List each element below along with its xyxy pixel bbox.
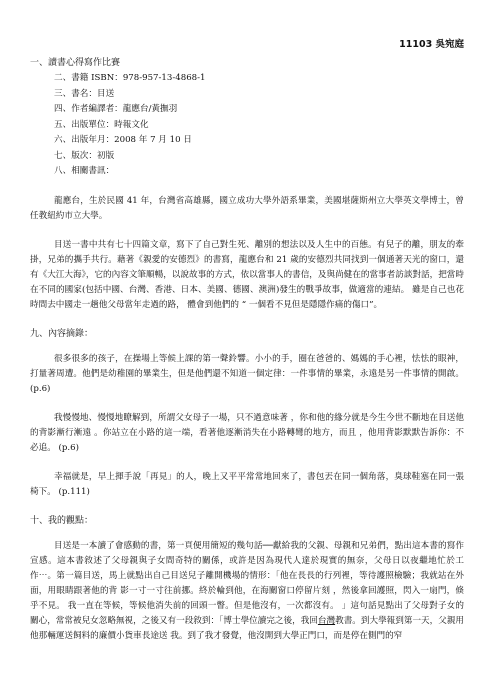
opinion-text-underlined: 台灣 bbox=[317, 615, 336, 626]
section-title-contest: 一、讀書心得寫作比賽 bbox=[30, 58, 121, 68]
section-title-opinion: 十、我的觀點： bbox=[30, 515, 94, 526]
meta-publish-date: 六、出版年月：2008 年 7 月 10 日 bbox=[54, 135, 192, 145]
meta-book-info-heading: 八、相關書訊： bbox=[54, 166, 115, 176]
author-bio-paragraph: 龍應台，生於民國 41 年，台灣省高雄縣，國立成功大學外語系畢業，美國堪薩斯州立大學英文學博士，曾任教紐約市立大學。 bbox=[30, 195, 464, 221]
meta-title: 三、書名：目送 bbox=[54, 88, 115, 99]
book-summary-paragraph: 目送一書中共有七十四篇文章，寫下了自己對生死、離別的想法以及人生中的百態。有兒子的離，朋友的牽掛，兄弟的攜手共行。藉著《親愛的安德烈》的書寫，龍應台和 21 歲的安德烈共同找到一個通著天光的窗口，還有《大江大海》，它的內容文筆順暢，以說故事的方式，依以當事人的書信，及與尚健在的當事者訪談對話，把當時在不同的國家(包括中國、台灣、香港、日本、美國、德國、澳洲)發生的戰爭故事，做適當的連結。 雖是自己也花時間去中國走一趟他父母當年走過的路， 體會到他們的 “ 一個看不見但是隱隱作痛的傷口”。 bbox=[30, 239, 464, 310]
meta-edition: 七、版次：初版 bbox=[54, 150, 115, 161]
document-body bbox=[30, 56, 464, 644]
author-header: 11103 吳宛庭 bbox=[399, 39, 464, 50]
book-metadata-list bbox=[30, 71, 464, 180]
opinion-paragraph bbox=[30, 539, 464, 644]
meta-author: 四、作者編譯者：龍應台/黃撫羽 bbox=[54, 104, 178, 114]
opinion-text-part-2: 教書。到大學報到第一天，父親用他那輛運送飼料的廉價小貨車長途送 我。到了我才發覺，他沒開到大學正門口，而是停在側門的窄 bbox=[30, 615, 465, 641]
excerpt-quote-1: 很多很多的孩子，在操場上等候上課的第一聲鈴響。小小的手，圈在爸爸的、媽媽的手心裡，怯怯的眼神，打量著周遭。他們是幼稚園的畢業生，但是他們還不知道一個定律：一件事情的畢業，永遠是另一件事情的開啟。 (p.6) bbox=[30, 353, 464, 394]
meta-isbn: 二、書籍 ISBN：978-957-13-4868-1 bbox=[54, 73, 206, 83]
opinion-text-part-1: 目送是一本讀了會感動的書，第一頁便用簡短的幾句話──獻給我的父親、母親和兄弟們，點出這本書的寫作宣感。這本書敘述了父母親與子女間奇特的關係，或許是因為現代人達於現實的無奈，父母日以夜繼地忙於工作⋯。第一篇目送，馬上就點出自己目送兒子離開機場的情形：「他在長長的行列裡，等待護照檢驗；我就站在外面，用眼睛跟著他的背 影一寸一寸往前挪。終於輪到他，在海關窗口停留片刻 ，然後拿回護照，閃入一扇門，倏乎不見。 我一直在等候，等候他消失前的回頭一瞥。但是他沒有，一次都沒有。 」這句話見點出了父母對子女的關心，常常被兒女忽略無視，之後又有一段敘到：「博士學位讀完之後，我回 bbox=[30, 540, 464, 626]
excerpt-quote-3: 幸福就是，早上揮手說「再見」的人，晚上又平平常常地回來了，書包丟在同一個角落，臭球鞋塞在同一張椅下。 (p.111) bbox=[30, 471, 464, 497]
section-title-excerpts: 九、內容摘錄： bbox=[30, 328, 94, 339]
excerpt-quote-2: 我慢慢地、慢慢地瞭解到，所謂父女母子一場，只不過意味著 ，你和他的緣分就是今生今世不斷地在目送他的背影漸行漸遠 。你站立在小路的這一端，看著他逐漸消失在小路轉彎的地方，而且 ，他用背影默默告訴你：不必追。 (p.6) bbox=[30, 412, 464, 453]
meta-publisher: 五、出版單位：時報文化 bbox=[54, 119, 149, 130]
